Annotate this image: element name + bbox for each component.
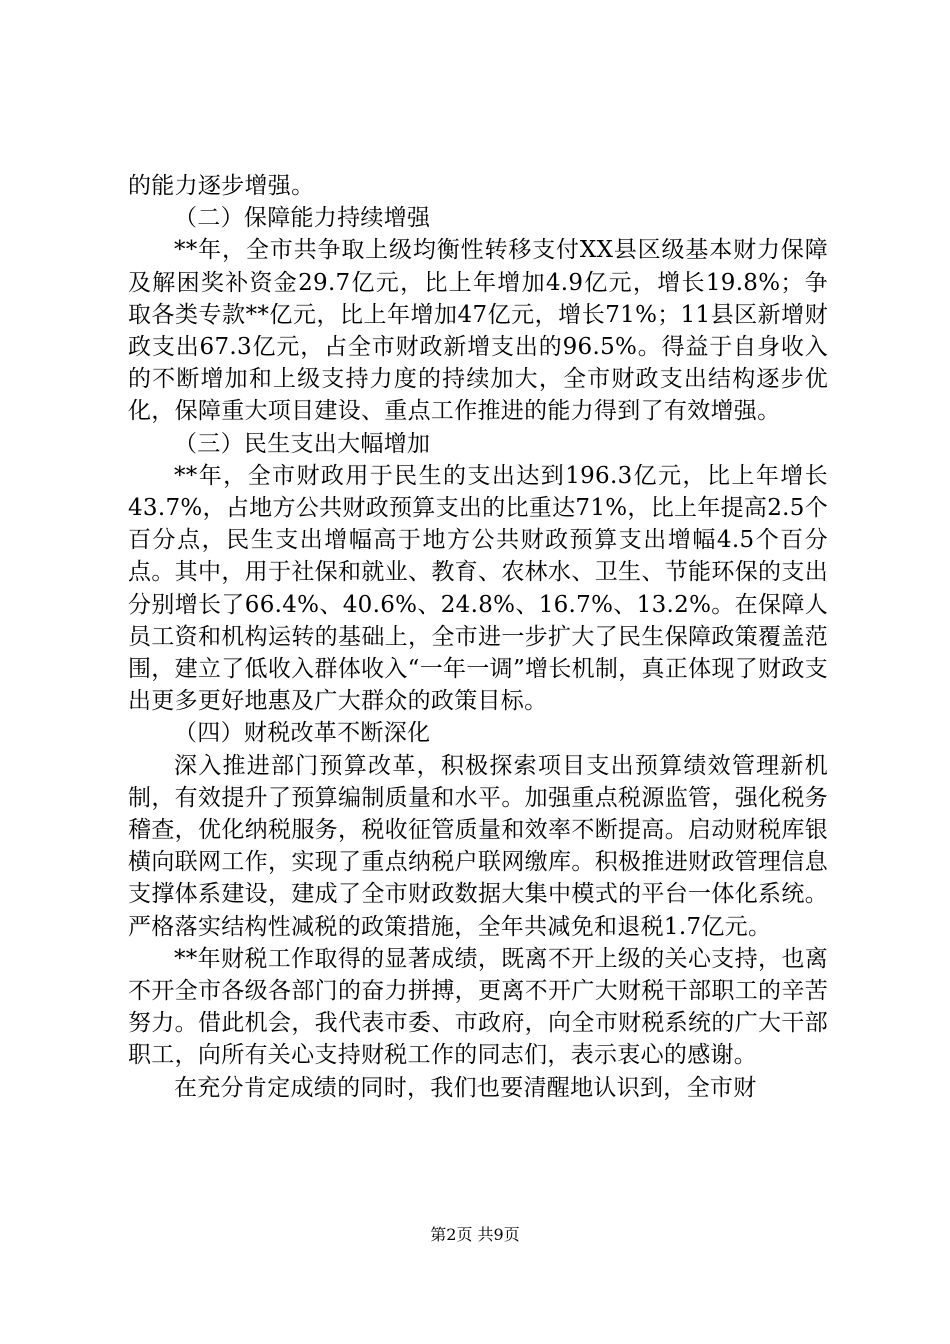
section-heading-2: （二）保障能力持续增强 xyxy=(174,205,431,232)
paragraph-acknowledgement: **年财税工作取得的显著成绩，既离不开上级的关心支持，也离不开全市各级各部门的奋力拼搏，更离不开广大财税干部职工的辛苦努力。借此机会，我代表市委、市政府，向全市财税系统的广大干部职工，向所有关心支持财税工作的同志们，表示衷心的感谢。 xyxy=(128,945,828,1069)
paragraph-fiscal-reform: 深入推进部门预算改革，积极探索项目支出预算绩效管理新机制，有效提升了预算编制质量和水平。加强重点税源监管，强化税务稽查，优化纳税服务，税收征管质量和效率不断提高。启动财税库银横向联网工作，实现了重点纳税户联网缴库。积极推进财政管理信息支撑体系建设，建成了全市财政数据大集中模式的平台一体化系统。严格落实结构性减税的政策措施，全年共减免和退税1.7亿元。 xyxy=(128,752,828,940)
paragraph-livelihood-spending: **年，全市财政用于民生的支出达到196.3亿元，比上年增长43.7%，占地方公共财政预算支出的比重达71%，比上年提高2.5个百分点，民生支出增幅高于地方公共财政预算支出增幅4.5个百分点。其中，用于社保和就业、教育、农林水、卫生、节能环保的支出分别增长了66.4%、40.6%、24.8%、16.7%、13.2%。在保障人员工资和机构运转的基础上，全市进一步扩大了民生保障政策覆盖范围，建立了低收入群体收入“一年一调”增长机制，真正体现了财政支出更多更好地惠及广大群众的政策目标。 xyxy=(128,462,828,715)
section-heading-4: （四）财税改革不断深化 xyxy=(174,720,431,747)
page-number-footer: 第2页 共9页 xyxy=(430,1225,520,1244)
section-heading-3: （三）民生支出大幅增加 xyxy=(174,430,431,457)
document-body xyxy=(128,170,828,1104)
paragraph-closing: 在充分肯定成绩的同时，我们也要清醒地认识到，全市财 xyxy=(174,1074,757,1101)
paragraph-guarantee-capacity: **年，全市共争取上级均衡性转移支付XX县区级基本财力保障及解困奖补资金29.7亿元，比上年增加4.9亿元，增长19.8%；争取各类专款**亿元，比上年增加47亿元，增长71%；11县区新增财政支出67.3亿元，占全市财政新增支出的96.5%。得益于自身收入的不断增加和上级支持力度的持续加大，全市财政支出结构逐步优化，保障重大项目建设、重点工作推进的能力得到了有效增强。 xyxy=(128,237,828,425)
paragraph-continuation: 的能力逐步增强。 xyxy=(128,173,315,199)
